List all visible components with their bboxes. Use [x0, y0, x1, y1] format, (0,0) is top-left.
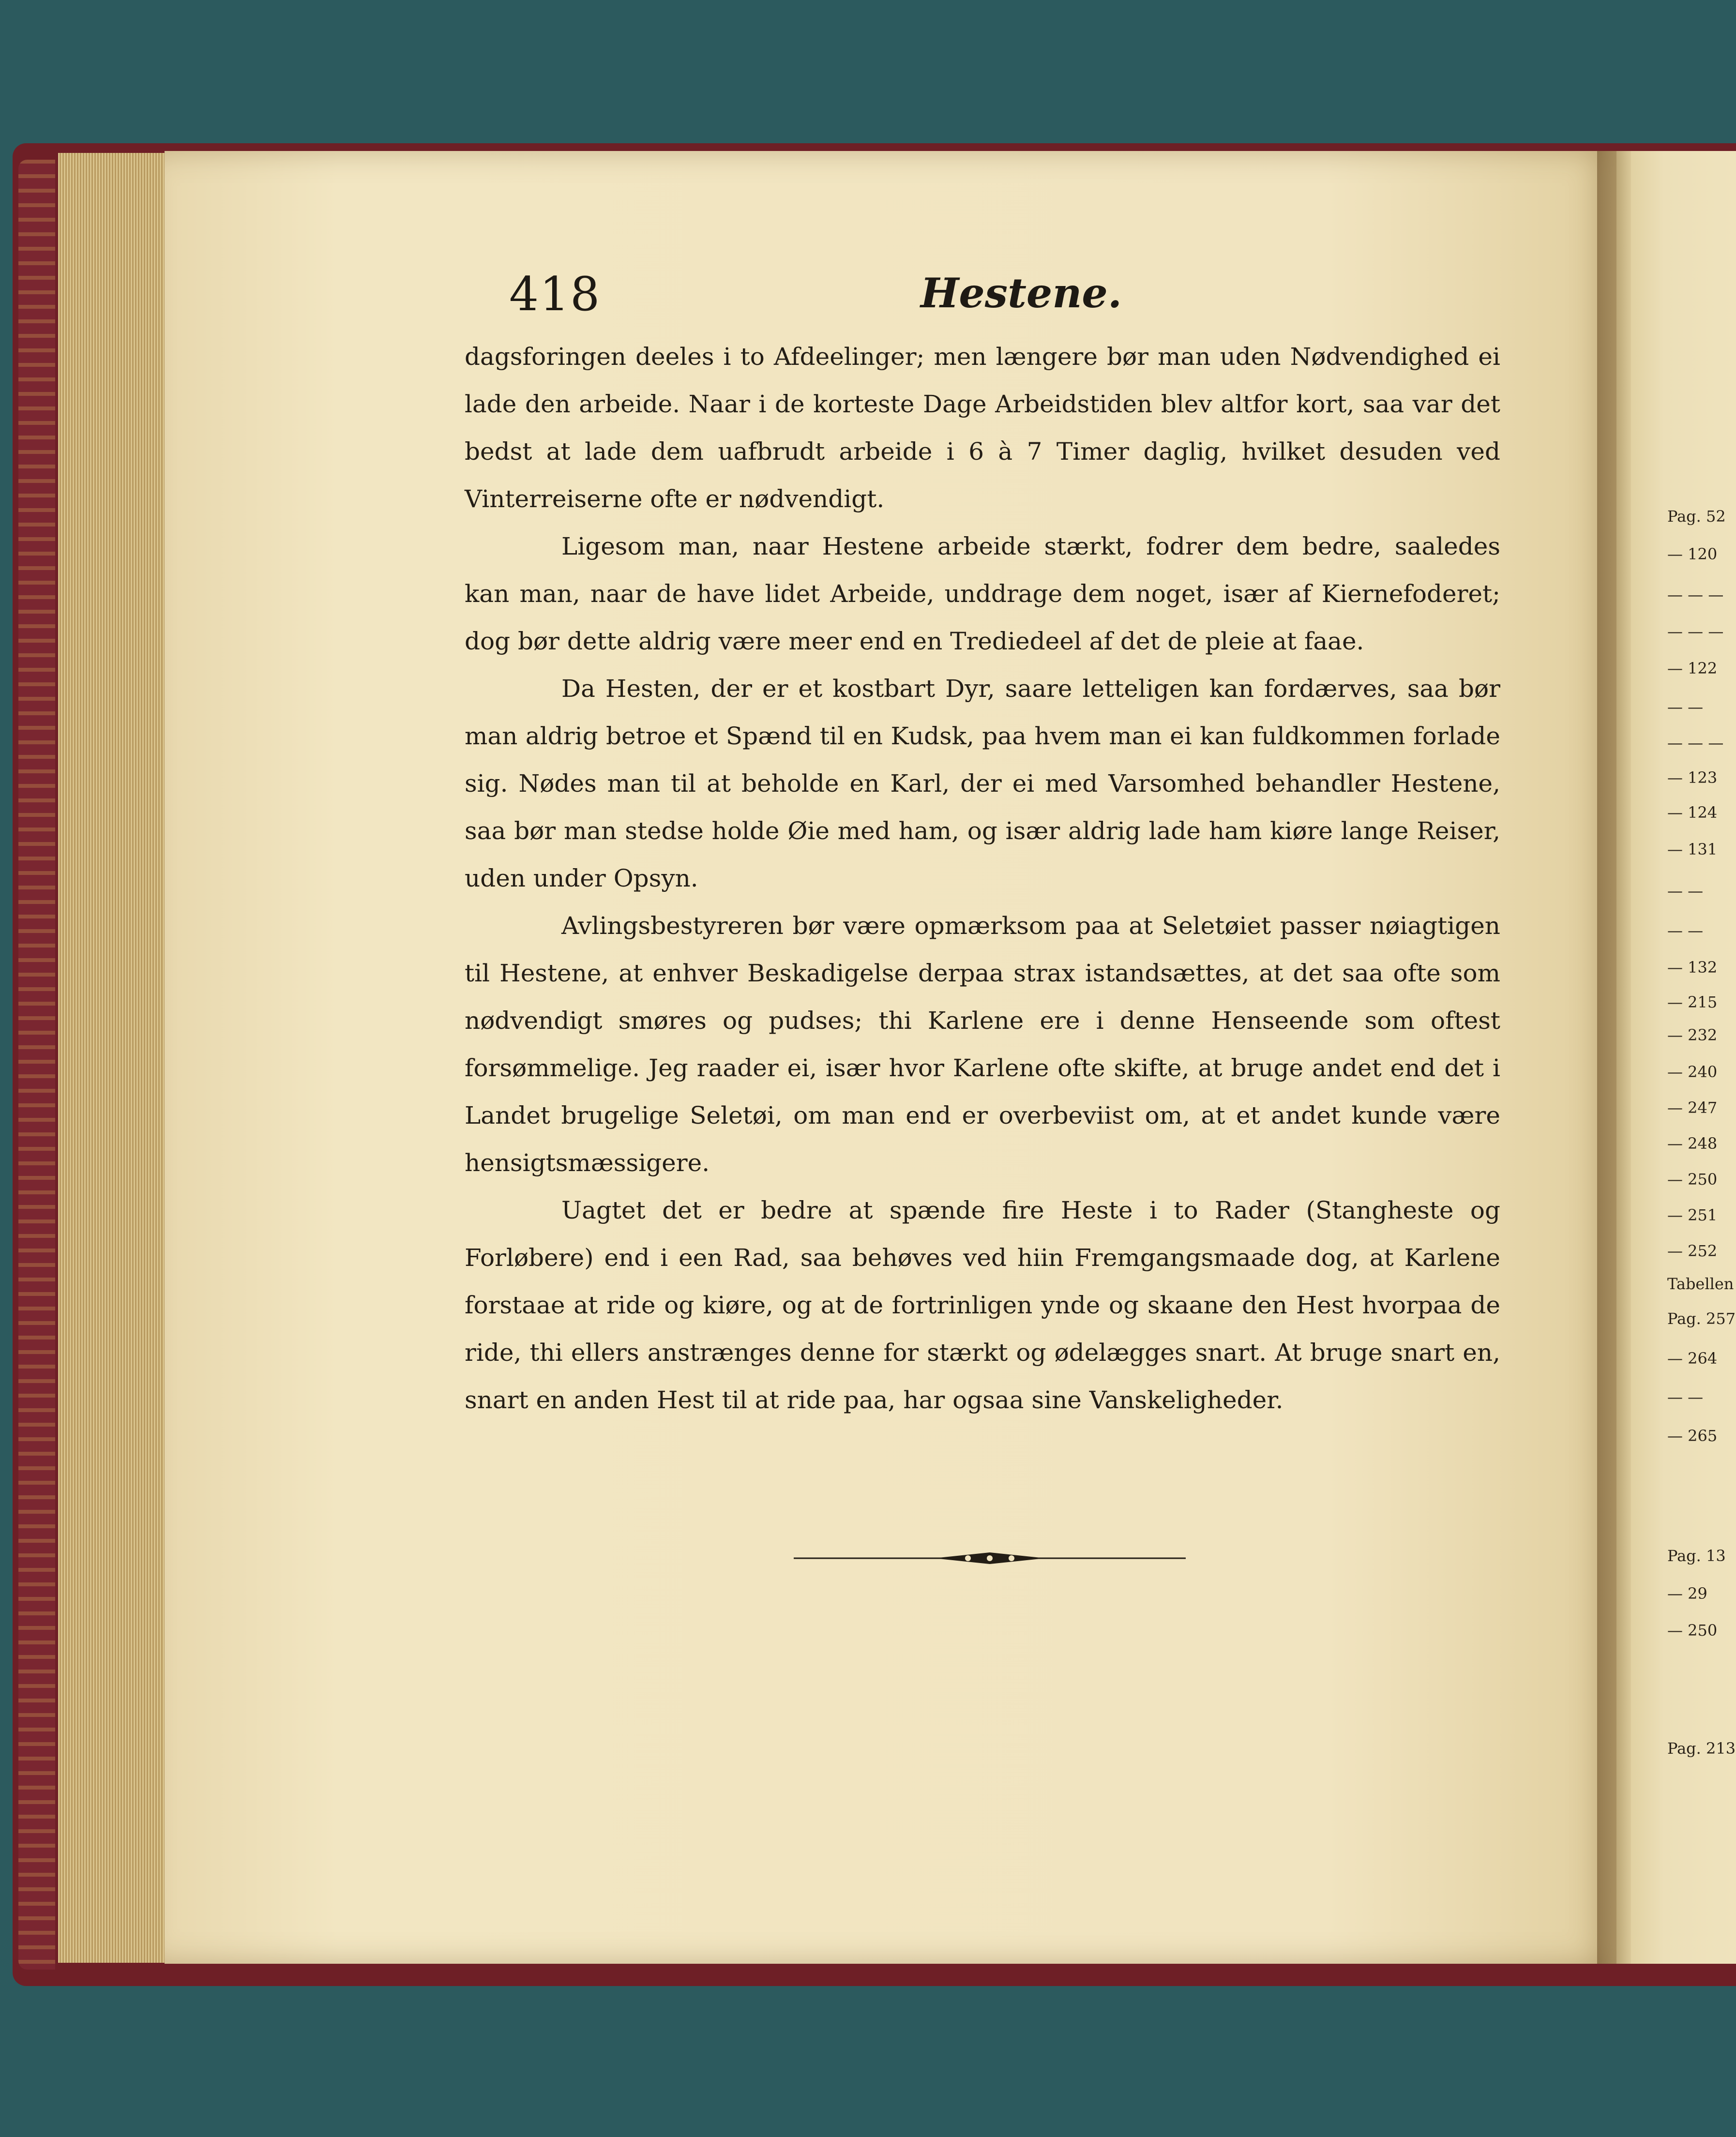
index-entry: — 250: [1667, 1621, 1718, 1640]
index-entry: — 124: [1667, 803, 1718, 822]
end-ornament: [794, 1549, 1186, 1568]
index-entry: — 215: [1667, 993, 1718, 1011]
index-entry: — 240: [1667, 1063, 1718, 1081]
paragraph: Ligesom man, naar Hestene arbeide stærkt, fodrer dem bedre, saaledes kan man, naar de have lidet Arbeide, unddrage dem noget, især af Kiernefoderet; dog bør dette aldrig være meer end en Trediedeel af det de pleie at faae.: [465, 532, 1500, 655]
index-entry: Pag. 52: [1667, 507, 1726, 526]
spine-ornament: [18, 160, 55, 1970]
index-entry: — 250: [1667, 1170, 1718, 1189]
gutter-shadow: [1597, 151, 1631, 1964]
index-entry: — —: [1667, 698, 1704, 716]
paragraph: Uagtet det er bedre at spænde fire Heste i to Rader (Stangheste og Forløbere) end i een Rad, saa behøves ved hiin Fremgangsmaade dog, at Karlene forstaae at ride og kiøre, og at de fortrinligen ynde og skaane den Hest hvorpaa de ride, thi ellers anstrænges denne for stærkt og ødelægges snart. At bruge snart en, snart en anden Hest til at ride paa, har ogsaa sine Vanskeligheder.: [465, 1196, 1500, 1414]
paragraph: Avlingsbestyreren bør være opmærksom paa at Seletøiet passer nøiagtigen til Hestene, at enhver Beskadigelse derpaa strax istandsættes, at det saa ofte som nødvendigt smøres og pudses; thi Karlene ere i denne Henseende som oftest forsømmelige. Jeg raader ei, især hvor Karlene ofte skifte, at bruge andet end det i Landet brugelige Seletøi, om man end er overbeviist om, at et andet kunde være hensigtsmæssigere.: [465, 912, 1500, 1177]
index-entry: — 29: [1667, 1584, 1707, 1603]
index-entry: — 132: [1667, 958, 1718, 977]
index-entry: — 123: [1667, 768, 1718, 787]
index-entry: — 252: [1667, 1242, 1718, 1260]
index-entry: — — —: [1667, 586, 1724, 604]
page-number: 418: [509, 267, 601, 321]
index-entry: Pag. 257: [1667, 1309, 1736, 1328]
index-entry: — — —: [1667, 622, 1724, 641]
index-entry: — — —: [1667, 734, 1724, 752]
index-entry: Tabellen: [1667, 1275, 1734, 1293]
index-entry: — 251: [1667, 1206, 1718, 1224]
page-header: [509, 267, 1506, 321]
index-entry: — —: [1667, 882, 1704, 900]
index-entry: — 120: [1667, 545, 1718, 563]
index-entry: — —: [1667, 1388, 1704, 1406]
index-entry: — 248: [1667, 1134, 1718, 1153]
running-head: Hestene.: [921, 269, 1122, 317]
index-entry: — 265: [1667, 1427, 1718, 1445]
index-entry: Pag. 213: [1667, 1739, 1736, 1758]
right-page: [1616, 151, 1736, 1964]
index-entry: — —: [1667, 921, 1704, 940]
paragraph: dagsforingen deeles i to Afdeelinger; men længere bør man uden Nødvendighed ei lade den arbeide. Naar i de korteste Dage Arbeidstiden blev altfor kort, saa var det bedst at lade dem uafbrudt arbeide i 6 à 7 Timer daglig, hvilket desuden ved Vinterreiserne ofte er nødvendigt.: [465, 343, 1500, 513]
index-entry: Pag. 13: [1667, 1547, 1726, 1565]
paragraph: Da Hesten, der er et kostbart Dyr, saare letteligen kan fordærves, saa bør man aldrig betroe et Spænd til en Kudsk, paa hvem man ei kan fuldkommen forlade sig. Nødes man til at beholde en Karl, der ei med Varsomhed behandler Hestene, saa bør man stedse holde Øie med ham, og især aldrig lade ham kiøre lange Reiser, uden under Opsyn.: [465, 675, 1500, 892]
index-entry: — 122: [1667, 659, 1718, 677]
index-entry: — 131: [1667, 840, 1718, 858]
index-entry: — 247: [1667, 1099, 1718, 1117]
body-text: [465, 333, 1500, 1424]
index-entry: — 264: [1667, 1349, 1718, 1368]
page-edges: [58, 153, 169, 1963]
index-entry: — 232: [1667, 1026, 1718, 1044]
